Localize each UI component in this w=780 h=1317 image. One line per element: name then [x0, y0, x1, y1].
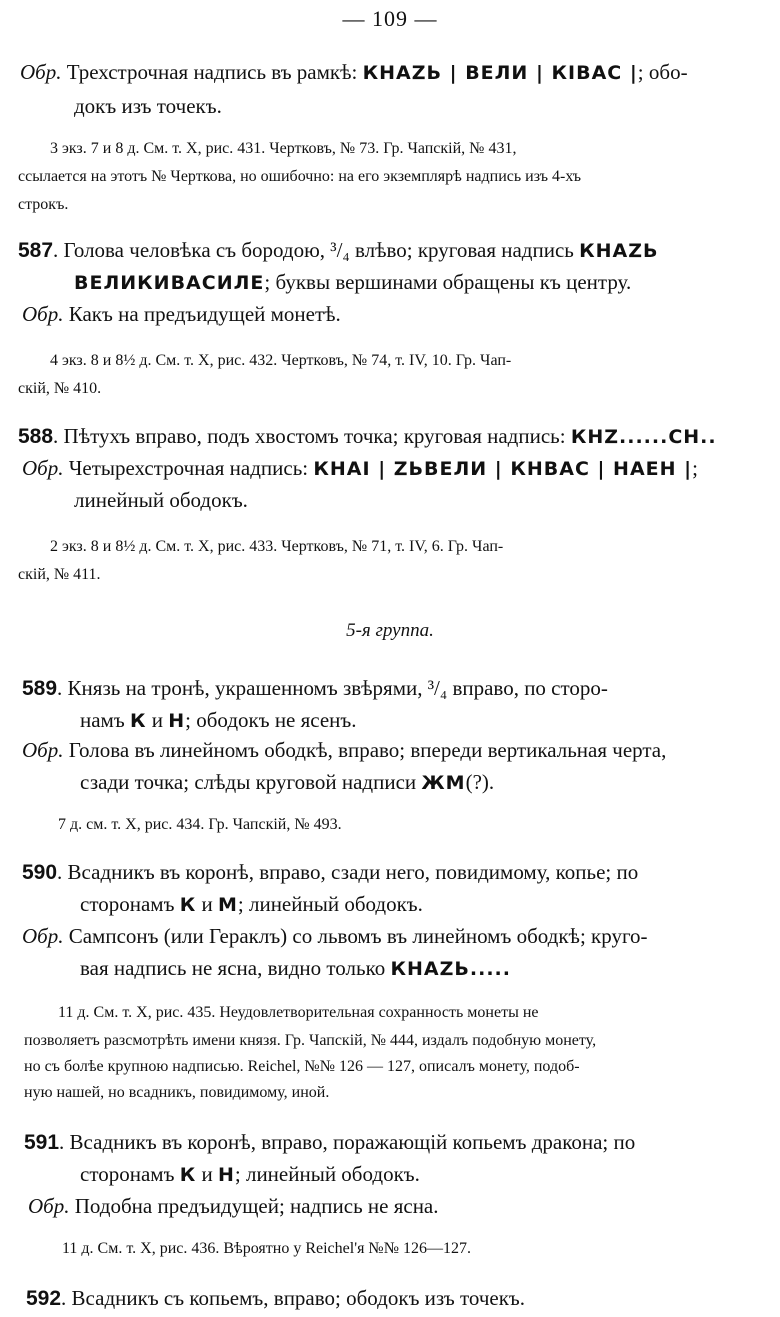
- note-589-line1: 7 д. см. т. X, рис. 434. Гр. Чапскій, № 493.: [58, 816, 342, 833]
- note-590-line2: позволяетъ разсмотрѣть имени князя. Гр. Чапскій, № 444, издалъ подобную монету,: [24, 1032, 597, 1049]
- entry-587-line1: 587. Голова человѣка съ бородою, ³/₄ влѣво; круговая надпись КНАΖЬ: [18, 238, 659, 262]
- entry-586-obverse-line1: Обр. Трехстрочная надпись въ рамкѣ: КНАΖЬ | ВЕЛИ | КІВАС |; обо-: [20, 60, 688, 84]
- entry-591-line2: сторонамъ К и Н; линейный ободокъ.: [80, 1162, 420, 1186]
- note-588-line1: 2 экз. 8 и 8½ д. См. т. X, рис. 433. Чертковъ, № 71, т. IV, 6. Гр. Чап-: [50, 538, 504, 555]
- entry-589-line1: 589. Князь на тронѣ, украшенномъ звѣрями, ³/₄ вправо, по сторо-: [22, 676, 608, 700]
- entry-589-obverse: Обр. Голова въ линейномъ ободкѣ, вправо; впереди вертикальная черта,: [22, 738, 667, 762]
- note-587-line2: скій, № 410.: [18, 380, 102, 397]
- entry-590-obverse: Обр. Сампсонъ (или Гераклъ) со львомъ въ линейномъ ободкѣ; круго-: [22, 924, 648, 948]
- note-587-line1: 4 экз. 8 и 8½ д. См. т. X, рис. 432. Чертковъ, № 74, т. IV, 10. Гр. Чап-: [50, 352, 512, 369]
- note-586-line3: строкъ.: [18, 196, 69, 213]
- note-590-line3: но съ болѣе крупною надписью. Reichel, №№ 126 — 127, описалъ монету, подоб-: [24, 1058, 580, 1075]
- entry-589-line2: намъ К и Н; ободокъ не ясенъ.: [80, 708, 357, 732]
- entry-589-line4: сзади точка; слѣды круговой надписи ЖМ(?).: [80, 770, 495, 794]
- entry-591-line1: 591. Всадникъ въ коронѣ, вправо, поражающій копьемъ дракона; по: [24, 1130, 636, 1154]
- entry-586-obverse-line2: докъ изъ точекъ.: [74, 94, 222, 118]
- note-586-line1: 3 экз. 7 и 8 д. См. т. X, рис. 431. Чертковъ, № 73. Гр. Чапскій, № 431,: [50, 140, 517, 157]
- note-590-line4: ную нашей, но всадникъ, повидимому, иной.: [24, 1084, 330, 1101]
- entry-591-obverse: Обр. Подобна предъидущей; надпись не ясна.: [28, 1194, 439, 1218]
- entry-588-line3: линейный ободокъ.: [74, 488, 248, 512]
- entry-587-line2: ВЕЛИКИВАСИЛЕ; буквы вершинами обращены къ центру.: [74, 270, 632, 294]
- entry-590-line4: вая надпись не ясна, видно только КНАΖЬ.....: [80, 956, 511, 980]
- page-number: — 109 —: [342, 6, 438, 31]
- note-588-line2: скій, № 411.: [18, 566, 101, 583]
- entry-588-line1: 588. Пѣтухъ вправо, подъ хвостомъ точка; круговая надпись: КНΖ......СН..: [18, 424, 717, 448]
- entry-588-obverse: Обр. Четырехстрочная надпись: КНАІ | ΖЬВЕЛИ | КНВАС | НАЕН |;: [22, 456, 698, 480]
- entry-590-line1: 590. Всадникъ въ коронѣ, вправо, сзади него, повидимому, копье; по: [22, 860, 639, 884]
- note-586-line2: ссылается на этотъ № Черткова, но ошибочно: на его экземплярѣ надпись изъ 4-хъ: [18, 168, 582, 185]
- note-590-line1: 11 д. См. т. X, рис. 435. Неудовлетворительная сохранность монеты не: [58, 1004, 539, 1021]
- note-591-line1: 11 д. См. т. X, рис. 436. Вѣроятно у Reichel'я №№ 126—127.: [62, 1240, 471, 1257]
- entry-590-line2: сторонамъ К и М; линейный ободокъ.: [80, 892, 423, 916]
- entry-592-line1: 592. Всадникъ съ копьемъ, вправо; ободокъ изъ точекъ.: [26, 1286, 526, 1310]
- group-heading: 5-я группа.: [346, 620, 434, 641]
- entry-587-obverse: Обр. Какъ на предъидущей монетѣ.: [22, 302, 341, 326]
